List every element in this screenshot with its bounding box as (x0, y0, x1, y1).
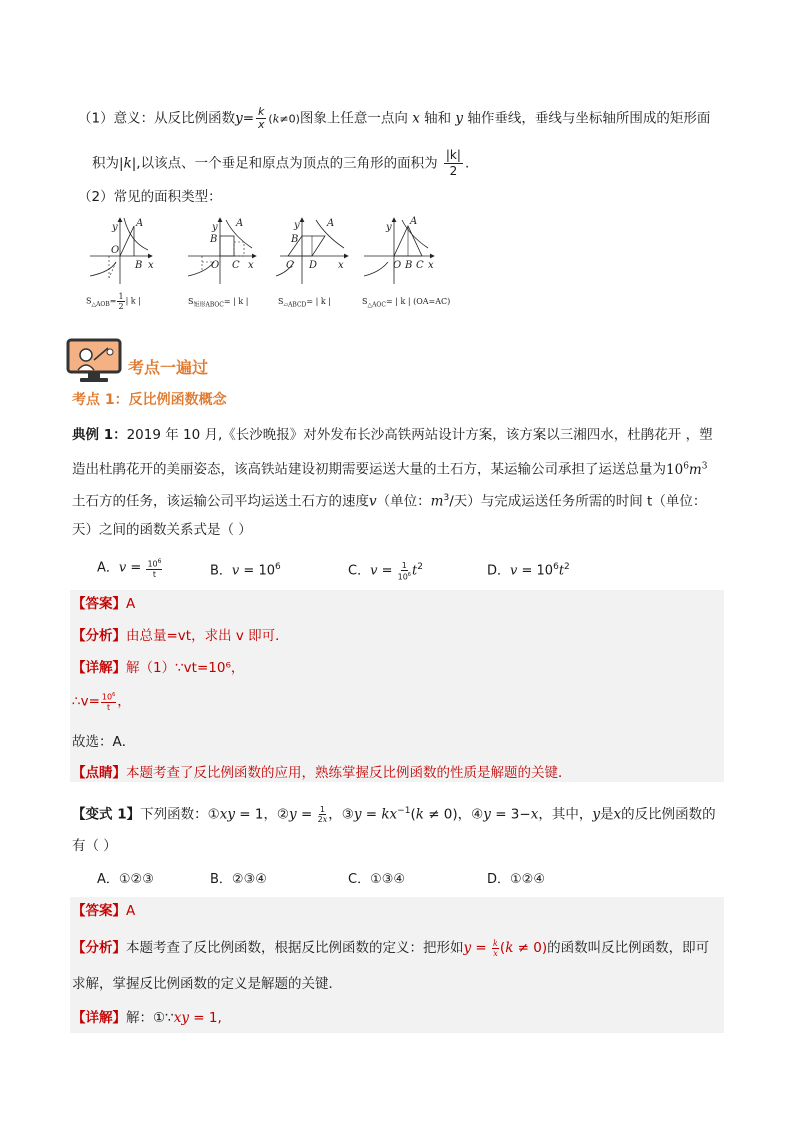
svg-text:y: y (112, 222, 118, 233)
example1-detail: 【详解】解（1）∵vt=10⁶， (72, 660, 245, 676)
diagram-parallelogram-abcd (276, 218, 348, 284)
svg-text:D: D (309, 260, 318, 271)
svg-text:A: A (327, 218, 335, 229)
variant1-option-a[interactable]: A．①②③ (97, 872, 154, 887)
variant1-option-b[interactable]: B．②③④ (210, 872, 267, 887)
diagram-rectangle-aboc (188, 218, 256, 284)
example1-line-1: 典例 1：2019 年 10 月,《长沙晚报》对外发布长沙高铁两站设计方案，该方案以三湘四水，杜鹃花开 ，塑 (72, 427, 713, 443)
svg-text:B: B (405, 260, 413, 271)
svg-text:A: A (136, 218, 144, 229)
abs-k-over-2-fraction: $\frac{|k|}{2}$ (445, 148, 461, 178)
intro-line-2: 积为|k|,以该点、一个垂足和原点为顶点的三角形的面积为 $\frac{|k|}{2}$ . (92, 148, 470, 178)
intro-line-1: （1）意义：从反比例函数y= $\frac{k}{x}$ (k≠0)图象上任意一点向 x 轴和 y 轴作垂线，垂线与坐标轴所围成的矩形面 (78, 105, 711, 131)
svg-text:O: O (211, 260, 220, 271)
example1-answer: 【答案】A (72, 596, 136, 612)
variant1-analysis: 【分析】本题考查了反比例函数，根据反比例函数的定义：把形如y = $\frac{k}{x}$ (k ≠ 0)的函数叫反比例函数，即可 (72, 938, 710, 958)
section-title: 考点一遍过 (128, 358, 209, 377)
svg-text:B: B (135, 260, 143, 271)
example1-choose: 故选：A． (72, 734, 136, 750)
svg-text:B: B (291, 234, 299, 245)
svg-text:B: B (210, 234, 218, 245)
example1-comment: 【点睛】本题考查了反比例函数的应用，熟练掌握反比例函数的性质是解题的关键． (72, 765, 572, 781)
variant1-detail: 【详解】解：①∵xy = 1, (72, 1010, 222, 1026)
svg-text:A: A (410, 216, 418, 227)
variant1-answer: 【答案】A (72, 903, 136, 919)
svg-text:y: y (212, 222, 218, 233)
variant1-line-2: 有（ ） (72, 838, 117, 854)
svg-text:O: O (111, 245, 120, 256)
variant1-option-c[interactable]: C．①③④ (348, 872, 406, 887)
caption-triangle-aoc: $S_{\triangle AOC}=$ | k | (OA=AC) (362, 297, 451, 309)
variant1-option-d[interactable]: D．①②④ (487, 872, 545, 887)
example1-option-c[interactable]: C．v = $\frac{1}{10^6}$ $t^2$ (348, 560, 423, 582)
k-over-x-fraction: $\frac{k}{x}$ (257, 105, 265, 131)
svg-text:y: y (386, 222, 392, 233)
svg-text:C: C (416, 260, 424, 271)
example1-analysis: 【分析】由总量=vt，求出 v 即可． (72, 628, 289, 644)
caption-parallelogram-abcd: $S_{▱ABCD}=$ | k | (278, 297, 331, 309)
example1-option-b[interactable]: B．$v = 10^6$ (210, 562, 281, 579)
subsection-title: 考点 1：反比例函数概念 (72, 392, 227, 408)
example1-line-3: 土石方的任务，该运输公司平均运送土石方的速度v（单位：$m^3/$天）与完成运送任务所需的时间 t（单位： (72, 493, 707, 510)
variant1-line-1: 【变式 1】下列函数：①xy = 1，②y = $\frac{1}{2x}$ ，③y = $kx^{-1}(k \ne 0)$，④y = 3−x，其中，y是x的反比例函数的 (72, 805, 716, 824)
svg-text:C: C (232, 260, 240, 271)
svg-text:x: x (428, 260, 434, 271)
svg-text:A: A (236, 218, 244, 229)
diagram-triangle-aob (90, 218, 154, 284)
caption-rectangle-aboc: $S_{矩形ABOC}=$ | k | (188, 297, 249, 309)
svg-text:x: x (248, 260, 254, 271)
example1-line-2: 造出杜鹃花开的美丽姿态，该高铁站建设初期需要运送大量的土石方，某运输公司承担了运送总量为$10^6m^3$ (72, 461, 708, 478)
example1-solution-block (70, 590, 724, 782)
variant1-analysis-2: 求解，掌握反比例函数的定义是解题的关键． (72, 976, 342, 992)
diagram-triangle-aoc (364, 216, 434, 284)
example1-option-d[interactable]: D．$v = 10^6t^2$ (487, 562, 570, 579)
svg-text:y: y (294, 220, 300, 231)
svg-text:O: O (393, 260, 402, 271)
intro-line-3: （2）常见的面积类型： (78, 189, 222, 205)
example1-option-a[interactable]: A．v = $\frac{10^6}{t}$ (97, 558, 162, 579)
teacher-screen-icon (66, 338, 122, 384)
example1-line-4: 天）之间的函数关系式是（ ） (72, 522, 252, 538)
svg-text:x: x (148, 260, 154, 271)
svg-text:x: x (338, 260, 344, 271)
caption-triangle-aob: $S_{\triangle AOB}=$ $\frac{1}{2}$ | k | (86, 292, 141, 311)
example1-detail-2: ∴v= $\frac{10^6}{t}$ ， (72, 692, 131, 712)
svg-text:C: C (286, 260, 294, 271)
